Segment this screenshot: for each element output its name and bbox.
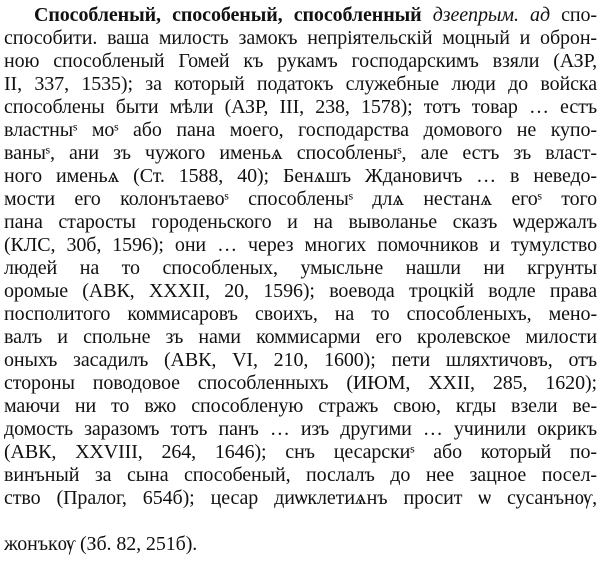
entry-line: (АВК, XXVIII, 264, 1646); снъ цесарскиˢ або который по- — [4, 441, 597, 463]
entry-line: оромые (АВК, XXXII, 20, 1596); воевода троцкій водле права — [4, 280, 597, 302]
entry-line: домость заразомъ тотъ панъ … изъ другими … учинили окрикъ — [4, 418, 597, 440]
entry-line: пана старосты городеньского и на выволанье сказъ ѡдержалъ — [4, 211, 597, 233]
headword: Способленый, способеный, способленный — [34, 4, 422, 26]
entry-line: способити. ваша милость замокъ непріятельскій моцный и оброн- — [4, 27, 597, 49]
entry-line: II, 337, 1535); за который податокъ служебные люди до войска — [4, 73, 597, 95]
entry-line: Способленый, способеный, способленный дзеепрым. ад спо- — [34, 4, 597, 26]
entry-line: мости его колонътаевоˢ способленыˢ длѧ нестанѧ егоˢ того — [4, 188, 597, 210]
entry-line: оныхъ засадилъ (АВК, VI, 210, 1600); пети шляхтичовъ, отъ — [4, 349, 597, 371]
entry-line: стороны поводовое способленныхъ (ИЮМ, XXII, 285, 1620); — [4, 372, 597, 394]
entry-line: посполитого коммисаровъ своихъ, на то способленыхъ, мено- — [4, 303, 597, 325]
entry-line: ство (Пралог, 654б); цесар диѡклетиѧнъ просит ѡ сусанънѹ, — [4, 487, 597, 509]
entry-line: властныˢ моˢ або пана моего, господарства домового не купо- — [4, 119, 597, 141]
entry-line: людей на то способленых, умысльне нашли ни кгрунты — [4, 257, 597, 279]
entry-line: ною способленый Гомей къ рукамъ господарскимъ взяли (АЗР, — [4, 50, 597, 72]
entry-line: жонъкѹ (Зб. 82, 251б). — [4, 533, 198, 555]
entry-line: ваныˢ, ани зъ чужого именьѧ способленыˢ, але естъ зъ власт- — [4, 142, 597, 164]
entry-line: способлены быти мѣли (АЗР, III, 238, 1578); тотъ товар … естъ — [4, 96, 597, 118]
entry-line: маючи ни то вжо способленую стражъ свою, кгды взели ве- — [4, 395, 597, 417]
entry-line: ного именьѧ (Ст. 1588, 40); Бенѧшъ Ждановичъ … в неведо- — [4, 165, 597, 187]
entry-line: валъ и спольне зъ нами коммисарми его кролевское милости — [4, 326, 597, 348]
entry-line: винъный за сына способеный, послалъ до нее зацное посел- — [4, 464, 597, 486]
grammar-note: дзеепрым. ад — [432, 4, 550, 26]
entry-line: (КЛС, 30б, 1596); они … через многих помочников и тумулство — [4, 234, 597, 256]
